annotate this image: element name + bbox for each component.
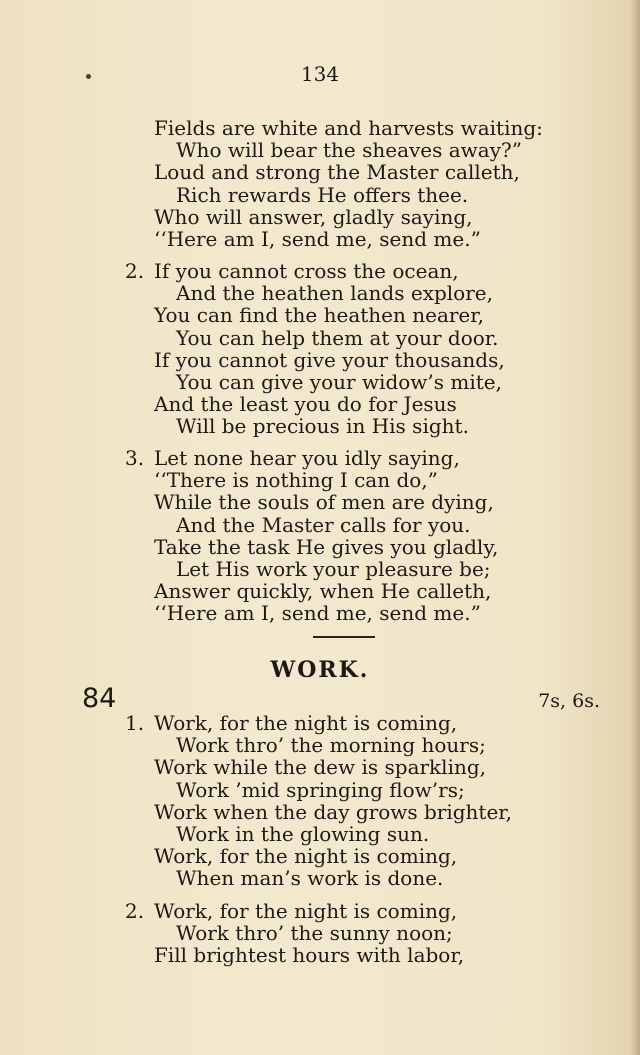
verse-line: Take the task He gives you gladly, (154, 534, 499, 559)
stanza-number: 2. (125, 259, 145, 283)
verse-line: Work thro’ the morning hours; (176, 733, 486, 758)
verse-line: And the least you do for Jesus (154, 392, 457, 417)
verse-line: Let His work your pleasure be; (176, 556, 491, 581)
verse-line (125, 447, 605, 469)
verse-line: Who will answer, gladly saying, (154, 204, 473, 229)
page-edge-shadow (630, 0, 640, 1055)
verse-line: Work thro’ the sunny noon; (176, 921, 453, 946)
stanza-2 (125, 260, 605, 438)
verse-line: Rich rewards He offers thee. (176, 182, 469, 207)
stanza-number: 2. (125, 899, 145, 923)
section-divider (313, 636, 375, 638)
verse-line: You can help them at your door. (176, 325, 499, 350)
verse-line: Who will bear the sheaves away?” (176, 138, 522, 163)
verse-line: ‘‘There is nothing I can do,” (154, 468, 438, 493)
hymn-meter: 7s, 6s. (538, 690, 600, 712)
verse-line: And the heathen lands explore, (176, 281, 493, 306)
hymn-title: WORK. (270, 657, 370, 683)
page-number: 134 (300, 62, 340, 86)
verse-text: If you cannot cross the ocean, (154, 259, 459, 283)
verse-line (125, 900, 605, 922)
verse-line: Will be precious in His sight. (176, 414, 469, 439)
verse-line: ‘‘Here am I, send me, send me.” (154, 226, 481, 251)
verse-text: Work, for the night is coming, (154, 899, 458, 923)
verse-line: Work ’mid springing flow’rs; (176, 777, 465, 802)
verse-line: Fill brightest hours with labor, (154, 943, 465, 968)
verse-line: Answer quickly, when He calleth, (154, 579, 492, 604)
verse-line (125, 712, 605, 734)
verse-line (125, 260, 605, 282)
verse-text: Work, for the night is coming, (154, 711, 458, 735)
verse-line: Fields are white and harvests waiting: (154, 116, 543, 140)
verse-line: Work while the dew is sparkling, (154, 755, 487, 780)
work-stanza-2 (125, 900, 605, 967)
stanza-continuation (125, 117, 605, 250)
stanza-number: 1. (125, 711, 145, 735)
verse-line: And the Master calls for you. (176, 512, 471, 537)
stanza-3 (125, 447, 605, 625)
verse-line: While the souls of men are dying, (154, 490, 494, 515)
verse-line: You can find the heathen nearer, (154, 303, 484, 328)
verse-line: If you cannot give your thousands, (154, 347, 505, 372)
verse-text: Let none hear you idly saying, (154, 446, 460, 470)
verse-line: Work, for the night is coming, (154, 844, 458, 869)
hymn-number: 84 (82, 683, 117, 714)
verse-line: Work when the day grows brighter, (154, 799, 513, 824)
verse-line: ‘‘Here am I, send me, send me.” (154, 601, 481, 626)
stanza-number: 3. (125, 446, 145, 470)
verse-line: Work in the glowing sun. (176, 821, 430, 846)
work-stanza-1 (125, 712, 605, 890)
verse-line: You can give your widow’s mite, (176, 369, 502, 394)
verse-line: Loud and strong the Master calleth, (154, 160, 520, 185)
verse-line: When man’s work is done. (176, 866, 444, 891)
